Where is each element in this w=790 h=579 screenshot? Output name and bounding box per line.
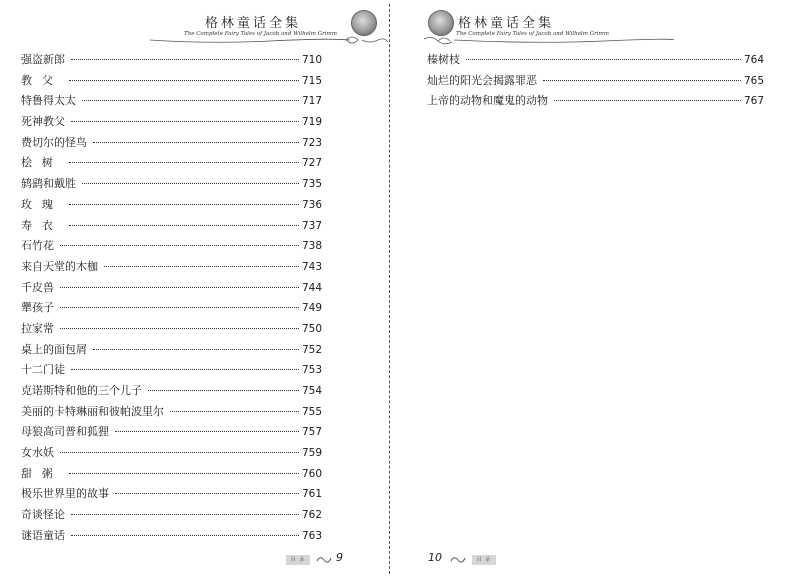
dot-leader [60,245,299,246]
toc-entry [21,91,322,112]
toc-entry [21,422,322,443]
dot-leader [543,80,741,81]
toc-entry-title: 千皮兽 [21,280,54,294]
toc-entry-title: 来自天堂的木枷 [21,259,98,273]
toc-entry [21,112,322,133]
toc-entry [21,505,322,526]
dot-leader [69,225,299,226]
dot-leader [93,349,299,350]
toc-entry [21,50,322,71]
book-title: 格林童话全集 [458,16,555,31]
dot-leader [71,514,299,515]
toc-entry-page: 743 [301,260,322,273]
header-swirl-ornament [150,35,388,47]
table-of-contents-right [427,50,764,112]
running-header [424,8,674,44]
dot-leader [115,493,299,494]
section-badge: 目 录 [472,555,496,565]
toc-entry-page: 715 [301,74,322,87]
book-title: 格林童话全集 [205,16,302,31]
page-number: 9 [336,551,343,564]
section-badge: 目 录 [286,555,310,565]
dot-leader [60,328,299,329]
dot-leader [82,183,299,184]
toc-entry-title: 克诺斯特和他的三个儿子 [21,384,142,397]
toc-entry-title: 犟孩子 [21,301,54,315]
toc-entry [427,71,764,92]
table-of-contents-left [21,50,322,547]
toc-entry [21,464,322,485]
toc-entry-page: 737 [301,219,322,232]
page-number: 10 [428,551,442,564]
book-subtitle: The Complete Fairy Tales of Jacob and Wilhelm Grimm [184,31,337,37]
dot-leader [104,266,299,267]
running-header [150,8,388,44]
dot-leader [71,369,299,370]
toc-entry-title: 石竹花 [21,239,54,253]
toc-entry [21,216,322,237]
toc-entry-page: 763 [301,529,322,542]
dot-leader [60,307,299,308]
toc-entry-page: 736 [301,198,322,211]
toc-entry-page: 744 [301,281,322,294]
toc-entry-page: 723 [301,136,322,149]
portrait-emblem-icon [428,10,454,36]
portrait-emblem-icon [351,10,377,36]
toc-entry-page: 752 [301,343,322,356]
toc-entry-page: 754 [301,385,322,397]
toc-entry-title: 女水妖 [21,446,54,460]
toc-entry-page: 765 [743,74,764,87]
toc-entry [21,153,322,174]
toc-entry [21,484,322,505]
toc-entry [21,340,322,361]
toc-entry-page: 717 [301,95,322,108]
dot-leader [82,100,299,101]
toc-entry [21,236,322,257]
toc-entry-page: 764 [743,54,764,66]
toc-entry-title: 榛树枝 [427,53,460,66]
toc-entry-title: 极乐世界里的故事 [21,487,109,501]
toc-entry-title: 谜语童话 [21,528,65,542]
toc-entry [21,71,322,92]
dot-leader [69,473,299,474]
toc-entry [21,298,322,319]
footer-flourish-icon [450,555,466,565]
toc-entry-title: 强盗新郎 [21,53,65,66]
toc-entry-page: 753 [301,364,322,377]
header-swirl-ornament [424,35,674,47]
toc-entry-page: 750 [301,322,322,335]
toc-entry [21,381,322,402]
left-page [0,0,388,579]
toc-entry [21,257,322,278]
toc-entry-title: 桧树 [21,156,63,170]
page-gutter-divider [389,4,390,574]
footer-flourish-icon [316,555,332,565]
toc-entry-page: 755 [301,405,322,418]
toc-entry-page: 759 [301,447,322,460]
dot-leader [69,80,299,81]
toc-entry-page: 727 [301,157,322,170]
dot-leader [60,452,299,453]
toc-entry-title: 拉家常 [21,321,54,335]
toc-entry-page: 757 [301,426,322,439]
toc-entry [21,278,322,299]
dot-leader [554,100,741,101]
toc-entry [21,526,322,547]
toc-entry-title: 费切尔的怪鸟 [21,135,87,149]
dot-leader [93,142,299,143]
toc-entry-title: 上帝的动物和魔鬼的动物 [427,94,548,108]
dot-leader [466,59,741,60]
toc-entry-title: 美丽的卡特琳丽和彼帕波里尔 [21,404,164,418]
dot-leader [69,162,299,163]
toc-entry [21,360,322,381]
dot-leader [170,411,299,412]
toc-entry-title: 甜粥 [21,466,63,480]
toc-entry [427,50,764,71]
dot-leader [71,535,299,536]
toc-entry [21,319,322,340]
toc-entry-title: 桌上的面包屑 [21,342,87,356]
book-subtitle: The Complete Fairy Tales of Jacob and Wilhelm Grimm [456,31,609,37]
dot-leader [71,121,299,122]
toc-entry-page: 761 [301,488,322,501]
toc-entry [21,174,322,195]
toc-entry-title: 十二门徒 [21,363,65,377]
toc-entry-page: 735 [301,178,322,191]
toc-entry [21,402,322,423]
toc-entry-page: 719 [301,116,322,129]
toc-entry-page: 738 [301,240,322,253]
toc-entry [21,195,322,216]
toc-entry-title: 鸫鹞和戴胜 [21,177,76,191]
page-footer [428,551,518,569]
toc-entry-title: 母狼高司普和狐狸 [21,425,109,439]
toc-entry [21,133,322,154]
toc-entry [21,443,322,464]
right-page [392,0,790,579]
toc-entry-title: 教父 [21,73,63,87]
toc-entry-title: 灿烂的阳光会揭露罪恶 [427,73,537,87]
dot-leader [60,287,299,288]
toc-entry-page: 767 [743,95,764,108]
toc-entry-page: 760 [301,467,322,480]
dot-leader [148,390,299,391]
dot-leader [71,59,299,60]
toc-entry-title: 死神教父 [21,115,65,129]
toc-entry-page: 710 [301,54,322,66]
toc-entry-title: 玫瑰 [21,197,63,211]
page-footer [286,551,366,569]
toc-entry-title: 特鲁得太太 [21,94,76,108]
toc-entry-page: 749 [301,302,322,315]
dot-leader [69,204,299,205]
dot-leader [115,431,299,432]
toc-entry [427,91,764,112]
toc-entry-title: 寿衣 [21,218,63,232]
toc-entry-title: 奇谈怪论 [21,508,65,522]
toc-entry-page: 762 [301,509,322,522]
